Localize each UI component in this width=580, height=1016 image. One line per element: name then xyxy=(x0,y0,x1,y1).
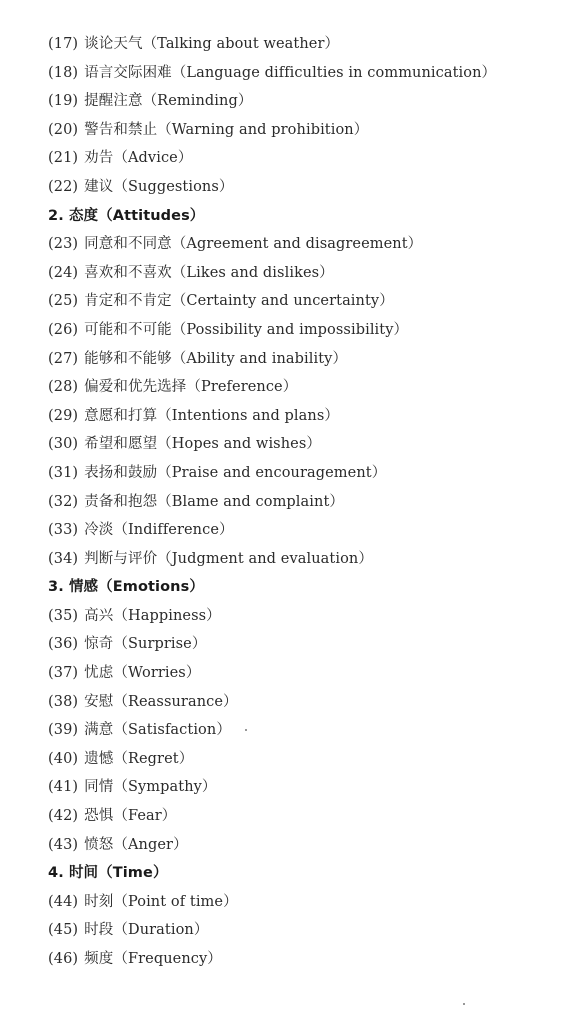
item-number: (22) xyxy=(48,178,79,195)
item-number: (40) xyxy=(48,750,79,767)
item-text: 意愿和打算（Intentions and plans） xyxy=(84,407,339,424)
list-item xyxy=(48,630,580,659)
list-item xyxy=(48,430,580,459)
item-text: 同意和不同意（Agreement and disagreement） xyxy=(84,236,423,253)
list-item xyxy=(48,688,580,717)
list-item xyxy=(48,716,580,745)
item-number: (32) xyxy=(48,493,79,510)
item-text: 提醒注意（Reminding） xyxy=(84,93,253,110)
item-number: (44) xyxy=(48,893,79,910)
section-heading xyxy=(48,573,580,602)
item-number: (38) xyxy=(48,693,79,710)
list-item xyxy=(48,373,580,402)
list-item xyxy=(48,516,580,545)
item-text: 可能和不可能（Possibility and impossibility） xyxy=(84,321,409,338)
item-number: (41) xyxy=(48,779,79,796)
list-item xyxy=(48,602,580,631)
item-number: (46) xyxy=(48,951,79,967)
item-number: (18) xyxy=(48,64,79,81)
heading-text: 3. 情感（Emotions） xyxy=(48,579,204,596)
list-item xyxy=(48,659,580,688)
item-text: 遗憾（Regret） xyxy=(84,750,194,767)
list-item xyxy=(48,59,580,88)
list-item xyxy=(48,888,580,917)
list-item xyxy=(48,945,580,974)
list-item xyxy=(48,773,580,802)
list-item xyxy=(48,402,580,431)
item-number: (45) xyxy=(48,922,79,939)
list-item xyxy=(48,831,580,860)
item-text: 语言交际困难（Language difficulties in communication） xyxy=(84,64,497,81)
item-text: 愤怒（Anger） xyxy=(84,836,188,853)
list-item xyxy=(48,87,580,116)
item-text: 冷淡（Indifference） xyxy=(84,522,234,539)
list-item xyxy=(48,116,580,145)
item-number: (30) xyxy=(48,436,79,453)
section-heading xyxy=(48,859,580,888)
item-text: 频度（Frequency） xyxy=(84,951,222,967)
list-item xyxy=(48,345,580,374)
item-number: (21) xyxy=(48,150,79,167)
scan-speck xyxy=(463,1003,465,1005)
item-number: (33) xyxy=(48,522,79,539)
item-number: (17) xyxy=(48,36,79,52)
item-number: (19) xyxy=(48,93,79,110)
item-text: 警告和禁止（Warning and prohibition） xyxy=(84,121,369,138)
list-item xyxy=(48,30,580,59)
item-text: 惊奇（Surprise） xyxy=(84,636,207,653)
item-number: (28) xyxy=(48,379,79,396)
list-item xyxy=(48,545,580,574)
item-text: 忧虑（Worries） xyxy=(84,665,201,682)
item-text: 高兴（Happiness） xyxy=(84,607,221,624)
list-item xyxy=(48,144,580,173)
item-text: 喜欢和不喜欢（Likes and dislikes） xyxy=(84,264,334,281)
item-text: 偏爱和优先选择（Preference） xyxy=(84,379,298,396)
item-text: 同情（Sympathy） xyxy=(84,779,217,796)
item-number: (37) xyxy=(48,665,79,682)
item-number: (43) xyxy=(48,836,79,853)
item-text: 肯定和不肯定（Certainty and uncertainty） xyxy=(84,293,394,310)
list-item xyxy=(48,287,580,316)
heading-text: 2. 态度（Attitudes） xyxy=(48,207,205,224)
scan-speck xyxy=(245,729,247,731)
item-number: (31) xyxy=(48,464,79,481)
item-number: (25) xyxy=(48,293,79,310)
list-item xyxy=(48,173,580,202)
item-text: 表扬和鼓励（Praise and encouragement） xyxy=(84,464,387,481)
item-text: 判断与评价（Judgment and evaluation） xyxy=(84,550,373,567)
item-number: (36) xyxy=(48,636,79,653)
item-number: (26) xyxy=(48,321,79,338)
item-number: (35) xyxy=(48,607,79,624)
item-number: (29) xyxy=(48,407,79,424)
list-item xyxy=(48,316,580,345)
list-item xyxy=(48,745,580,774)
section-heading xyxy=(48,202,580,231)
item-text: 劝告（Advice） xyxy=(84,150,193,167)
item-number: (39) xyxy=(48,722,79,739)
list-item xyxy=(48,230,580,259)
item-text: 时刻（Point of time） xyxy=(84,893,238,910)
item-text: 希望和愿望（Hopes and wishes） xyxy=(84,436,321,453)
item-number: (20) xyxy=(48,121,79,138)
item-number: (27) xyxy=(48,350,79,367)
item-text: 满意（Satisfaction） xyxy=(84,722,231,739)
item-text: 谈论天气（Talking about weather） xyxy=(84,36,340,52)
item-text: 能够和不能够（Ability and inability） xyxy=(84,350,348,367)
list-item xyxy=(48,916,580,945)
item-number: (24) xyxy=(48,264,79,281)
item-text: 时段（Duration） xyxy=(84,922,209,939)
list-item xyxy=(48,459,580,488)
item-text: 责备和抱怨（Blame and complaint） xyxy=(84,493,344,510)
function-list xyxy=(48,30,580,974)
list-item xyxy=(48,259,580,288)
list-item xyxy=(48,488,580,517)
list-item xyxy=(48,802,580,831)
item-text: 恐惧（Fear） xyxy=(84,808,177,825)
item-text: 安慰（Reassurance） xyxy=(84,693,238,710)
item-number: (23) xyxy=(48,236,79,253)
heading-text: 4. 时间（Time） xyxy=(48,865,168,882)
item-number: (34) xyxy=(48,550,79,567)
item-number: (42) xyxy=(48,808,79,825)
item-text: 建议（Suggestions） xyxy=(84,178,234,195)
